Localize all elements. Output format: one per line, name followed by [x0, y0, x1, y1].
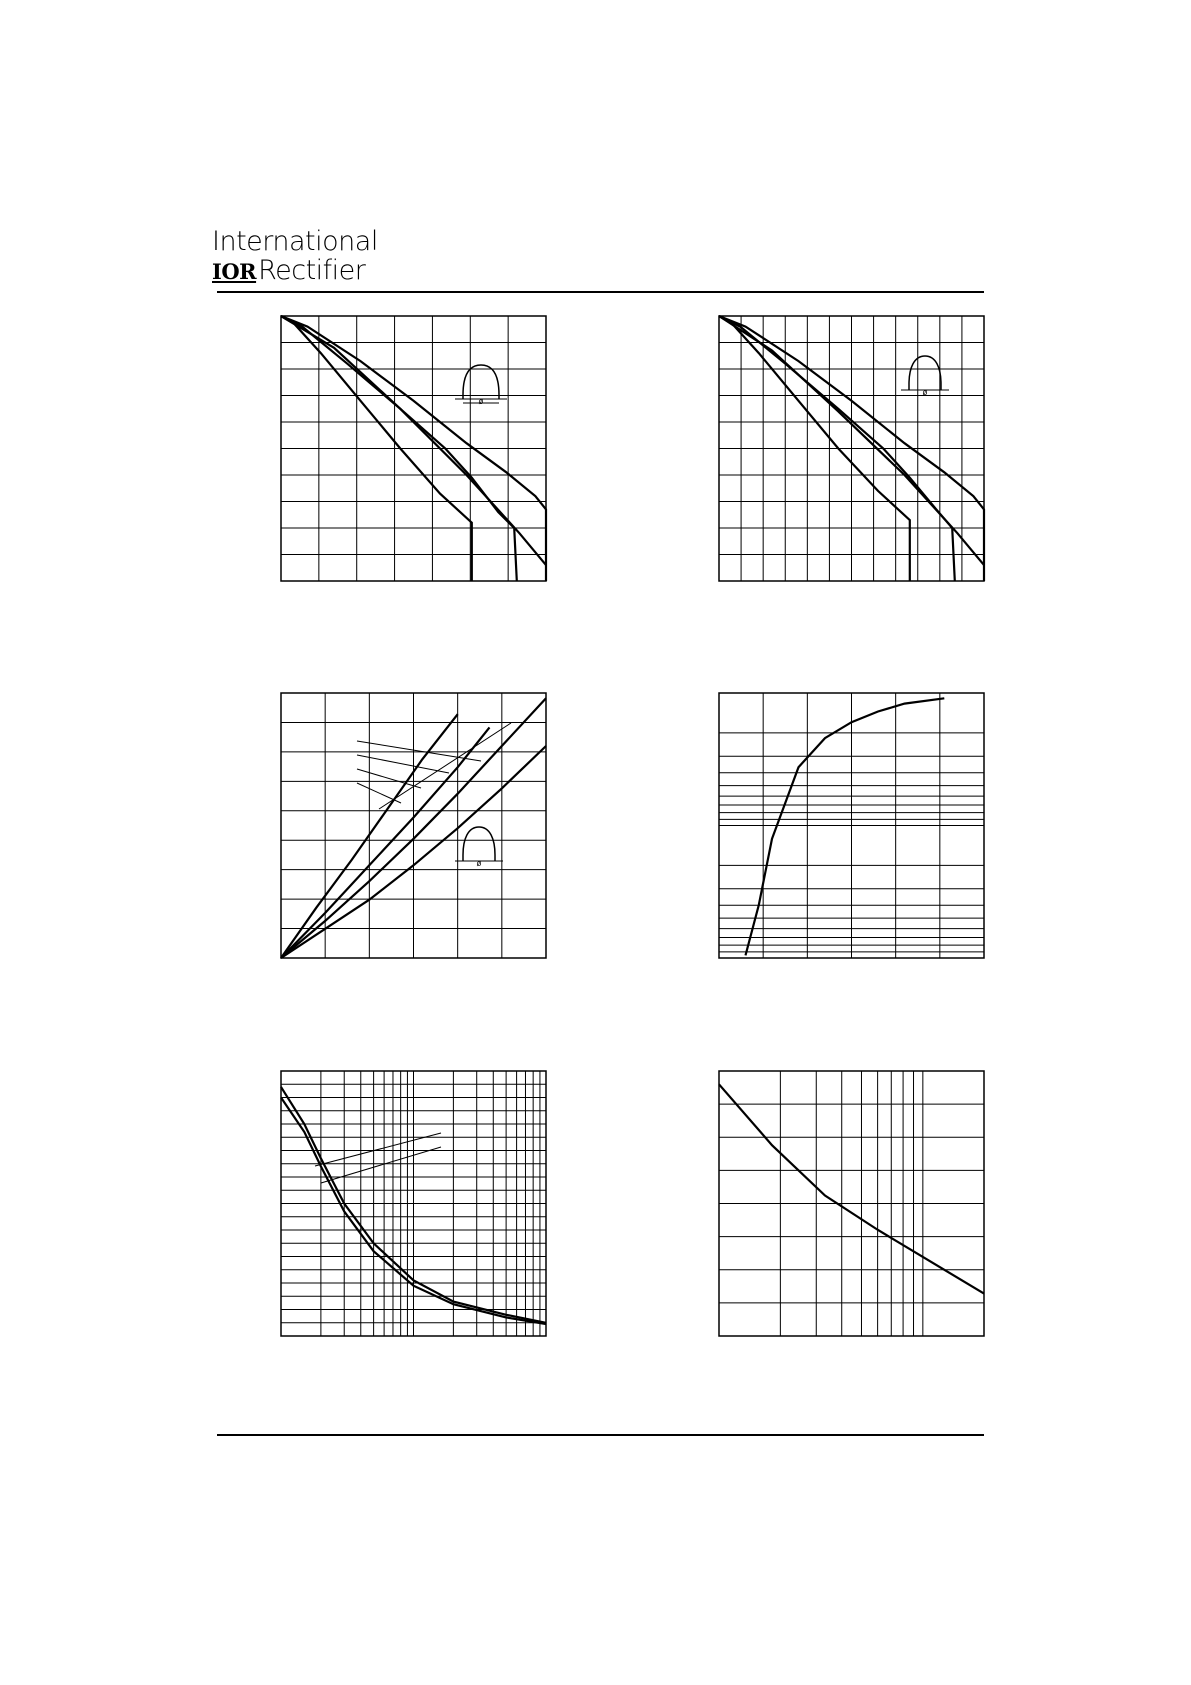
chart-3-conduction-inset: [455, 827, 503, 868]
chart-1-conduction-inset: [455, 365, 507, 406]
svg-text:ø: ø: [476, 859, 482, 868]
chart-4: [719, 693, 985, 958]
chart-3: [281, 693, 547, 958]
svg-text:ø: ø: [478, 397, 484, 406]
svg-text:ø: ø: [922, 388, 928, 397]
header-rule: [217, 291, 984, 293]
logo-line-international: International: [212, 226, 378, 257]
chart-1-grid: [281, 316, 546, 581]
chart-6: [719, 1071, 985, 1336]
chart-6-series: [719, 1084, 984, 1293]
chart-2: [719, 316, 985, 581]
leader-line: [357, 783, 401, 803]
leader-line: [315, 1133, 441, 1166]
chart-5-leaders: [315, 1133, 441, 1183]
company-logo: [212, 228, 378, 286]
chart-1: [281, 316, 547, 581]
chart-5-grid: [281, 1071, 546, 1336]
footer-rule: [217, 1434, 984, 1436]
leader-line: [357, 741, 481, 761]
logo-rectifier-text: Rectifier: [258, 255, 366, 286]
chart-4-grid: [719, 693, 984, 958]
leader-line: [357, 769, 421, 788]
series-line-2: [281, 727, 490, 958]
leader-line: [379, 723, 511, 809]
leader-line: [321, 1147, 441, 1183]
series-line-1: [746, 698, 945, 955]
chart-3-leaders: [357, 723, 511, 809]
chart-2-grid: [719, 316, 984, 581]
chart-2-conduction-inset: [901, 356, 949, 397]
chart-6-grid: [719, 1071, 984, 1336]
logo-line-rectifier: [212, 257, 378, 286]
ior-mark: IOR: [212, 259, 257, 284]
chart-4-series: [746, 698, 945, 955]
series-line-1: [719, 1084, 984, 1293]
chart-5: [281, 1071, 547, 1336]
leader-line: [357, 755, 449, 773]
